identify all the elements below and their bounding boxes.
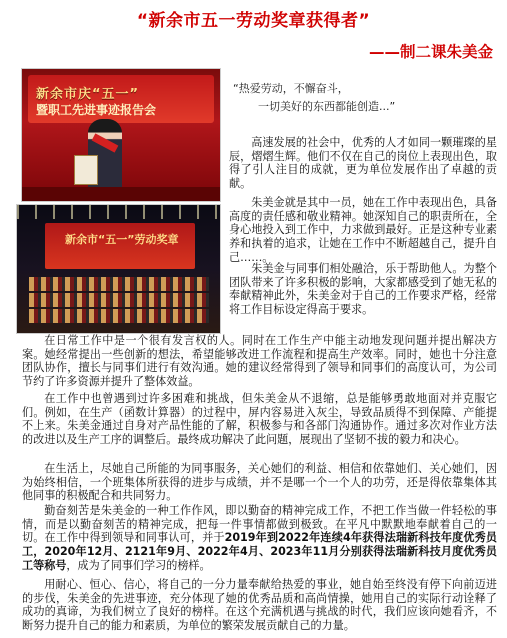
honoree-row — [29, 277, 209, 291]
paragraph-4: 在日常工作中是一个很有发言权的人。同时在工作生产中能主动地发现问题并提出解决方案。她经常提出一些创新的想法，希望能够改进工作流程和提高生产效率。同时，她也十分注意团队协作，擅长与同事们进行有效沟通。她的建议经常得到了领导和同事们的高度认可，为公司节约了许多资源并提升了整体效益。 — [22, 334, 497, 389]
paragraph-5: 在工作中也曾遇到过许多困难和挑战，但朱美金从不退缩，总是能够勇敢地面对并克服它们。例如，在生产（函数计算器）的过程中，屏内容易进入灰尘，导致品质得不到保障、产能提不上来。朱美金通过自身对产品性能的了解，积极参与和各部门沟通协作。通过多次对作业方法的改进以及生产工序的调整后。最终成功解决了此问题，展现出了坚韧不拔的毅力和决心。 — [22, 392, 497, 447]
paragraph-6: 在生活上，尽她自己所能的为同事服务，关心她们的利益、相信和依靠她们、关心她们，因为始终相信，一个班集体所获得的进步与成绩，并不是哪一个一个人的功劳，还是得依靠集体其他同事的积极配合和共同努力。 — [22, 462, 497, 503]
certificate — [74, 155, 98, 185]
paragraph-3: 朱美金与同事们相处融洽，乐于帮助他人。为整个团队带来了许多积极的影响，大家都感受到了她无私的奉献精神此外，朱美金对于自己的工作要求严格，经常将工作目标设定得高于要求。 — [229, 262, 497, 317]
paragraph-8: 用耐心、恒心、信心，将自己的一分力量奉献给热爱的事业，她自始至终没有停下向前迈进的步伐，朱美金的先进事迹，充分体现了她的优秀品质和高尚情操，她用自己的实际行动诠释了成功的真谛，为我们树立了良好的榜样。在这个充满机遇与挑战的时代，我们应该向她看齐，不断努力提升自己的能力和素质，为单位的繁荣发展贡献自己的力量。 — [22, 578, 497, 633]
award-ceremony-photo — [21, 68, 221, 202]
quote-line-2: 一切美好的东西都能创造...” — [258, 100, 396, 113]
award-list-bold: 2019年到2022年连续4年获得法瑞新科技年度优秀员工，2020年12月、2121年9月、2022年4月、2023年11月分别获得法瑞新科技月度优秀员工等称号 — [22, 531, 497, 572]
page-title: “新余市五一劳动奖章获得者” — [136, 11, 371, 31]
stage-lights — [17, 205, 220, 219]
paragraph-7-text-a: 勤奋刻苦是朱美金的一种工作作风，即以勤奋的精神完成工作，不把工作当做一件轻松的事情，而是以勤奋刻苦的精神完成，把每一件事情都做到极致。在平凡中默默地奉献着自己的一切。在工作中得到领导和同事认可，并于 — [22, 504, 497, 545]
page-subtitle: ——制二课朱美金 — [368, 43, 493, 61]
ceremony-banner-line2: 暨职工先进事迹报告会 — [36, 103, 157, 117]
honoree-row — [29, 309, 209, 323]
group-photo — [16, 204, 221, 334]
paragraph-1: 高速发展的社会中，优秀的人才如同一颗璀璨的星辰，熠熠生辉。他们不仅在自己的岗位上表现出色，取得了引人注目的成就，更为单位发展作出了卓越的贡献。 — [229, 136, 497, 191]
paragraph-7-text-c: ，成为了同事们学习的榜样。 — [66, 558, 211, 572]
paragraph-2: 朱美金就是其中一员，她在工作中表现出色，具备高度的责任感和敬业精神。她深知自己的职责所在，全身心地投入到工作中，力求做到最好。正是这种专业素养和执着的追求，让她在工作中不断超越自己，提升自己……。 — [229, 196, 497, 264]
honoree-row — [29, 293, 209, 307]
quote-line-1: “热爱劳动，不懈奋斗， — [233, 82, 349, 95]
paragraph-7 — [22, 504, 497, 573]
stage-screen-text: 新余市“五一”劳动奖章 — [65, 233, 179, 246]
stage-floor — [22, 187, 220, 201]
ceremony-banner-line1: 新余市庆“五一” — [36, 87, 140, 102]
